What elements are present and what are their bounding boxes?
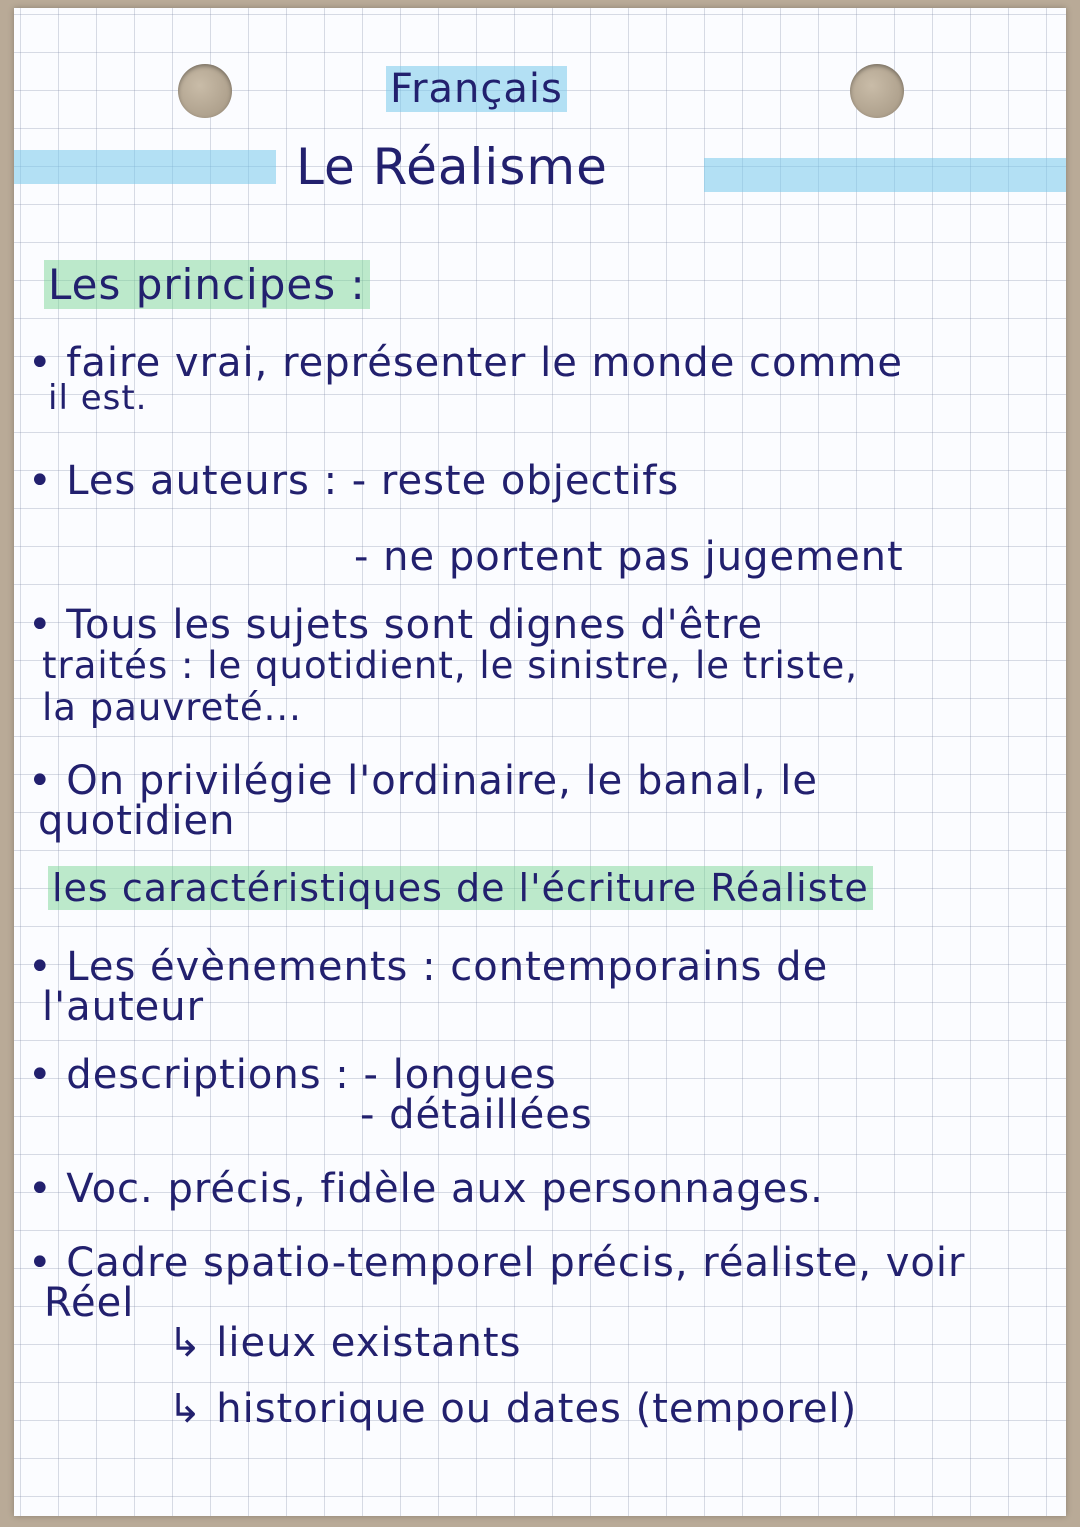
- principle-3-line-1: • Tous les sujets sont dignes d'être: [28, 602, 764, 648]
- principle-4-line-1: • On privilégie l'ordinaire, le banal, le: [28, 758, 819, 804]
- characteristic-1-line-1: • Les évènements : contemporains de: [28, 944, 829, 990]
- title-highlight-left: [14, 150, 276, 184]
- characteristic-4-sub-1: ↳ lieux existants: [168, 1320, 522, 1366]
- characteristic-2-line-2: - détaillées: [360, 1092, 593, 1138]
- punch-hole-left: [178, 64, 232, 118]
- notebook-page: [14, 8, 1066, 1516]
- principle-1-line-2: il est.: [48, 378, 148, 418]
- principle-3-line-3: la pauvreté...: [42, 686, 302, 729]
- page-title: Le Réalisme: [296, 138, 608, 196]
- principle-4-line-2: quotidien: [38, 798, 236, 844]
- principle-2-line-2: - ne portent pas jugement: [354, 534, 904, 580]
- characteristic-4-line-2: Réel: [44, 1280, 135, 1326]
- section-heading-characteristics: les caractéristiques de l'écriture Réaliste: [48, 866, 873, 910]
- principle-1-line-1: • faire vrai, représenter le monde comme: [28, 340, 904, 386]
- characteristic-1-line-2: l'auteur: [42, 984, 205, 1030]
- characteristic-4-sub-2: ↳ historique ou dates (temporel): [168, 1386, 858, 1432]
- title-highlight-right: [704, 158, 1066, 192]
- principle-3-line-2: traités : le quotidient, le sinistre, le triste,: [42, 644, 859, 687]
- characteristic-2-line-1: • descriptions : - longues: [28, 1052, 557, 1098]
- characteristic-3-line-1: • Voc. précis, fidèle aux personnages.: [28, 1166, 824, 1212]
- section-heading-principles: Les principes :: [44, 260, 370, 309]
- principle-2-line-1: • Les auteurs : - reste objectifs: [28, 458, 680, 504]
- characteristic-4-line-1: • Cadre spatio-temporel précis, réaliste, voir: [28, 1240, 966, 1286]
- subject-title: Français: [386, 66, 567, 112]
- punch-hole-right: [850, 64, 904, 118]
